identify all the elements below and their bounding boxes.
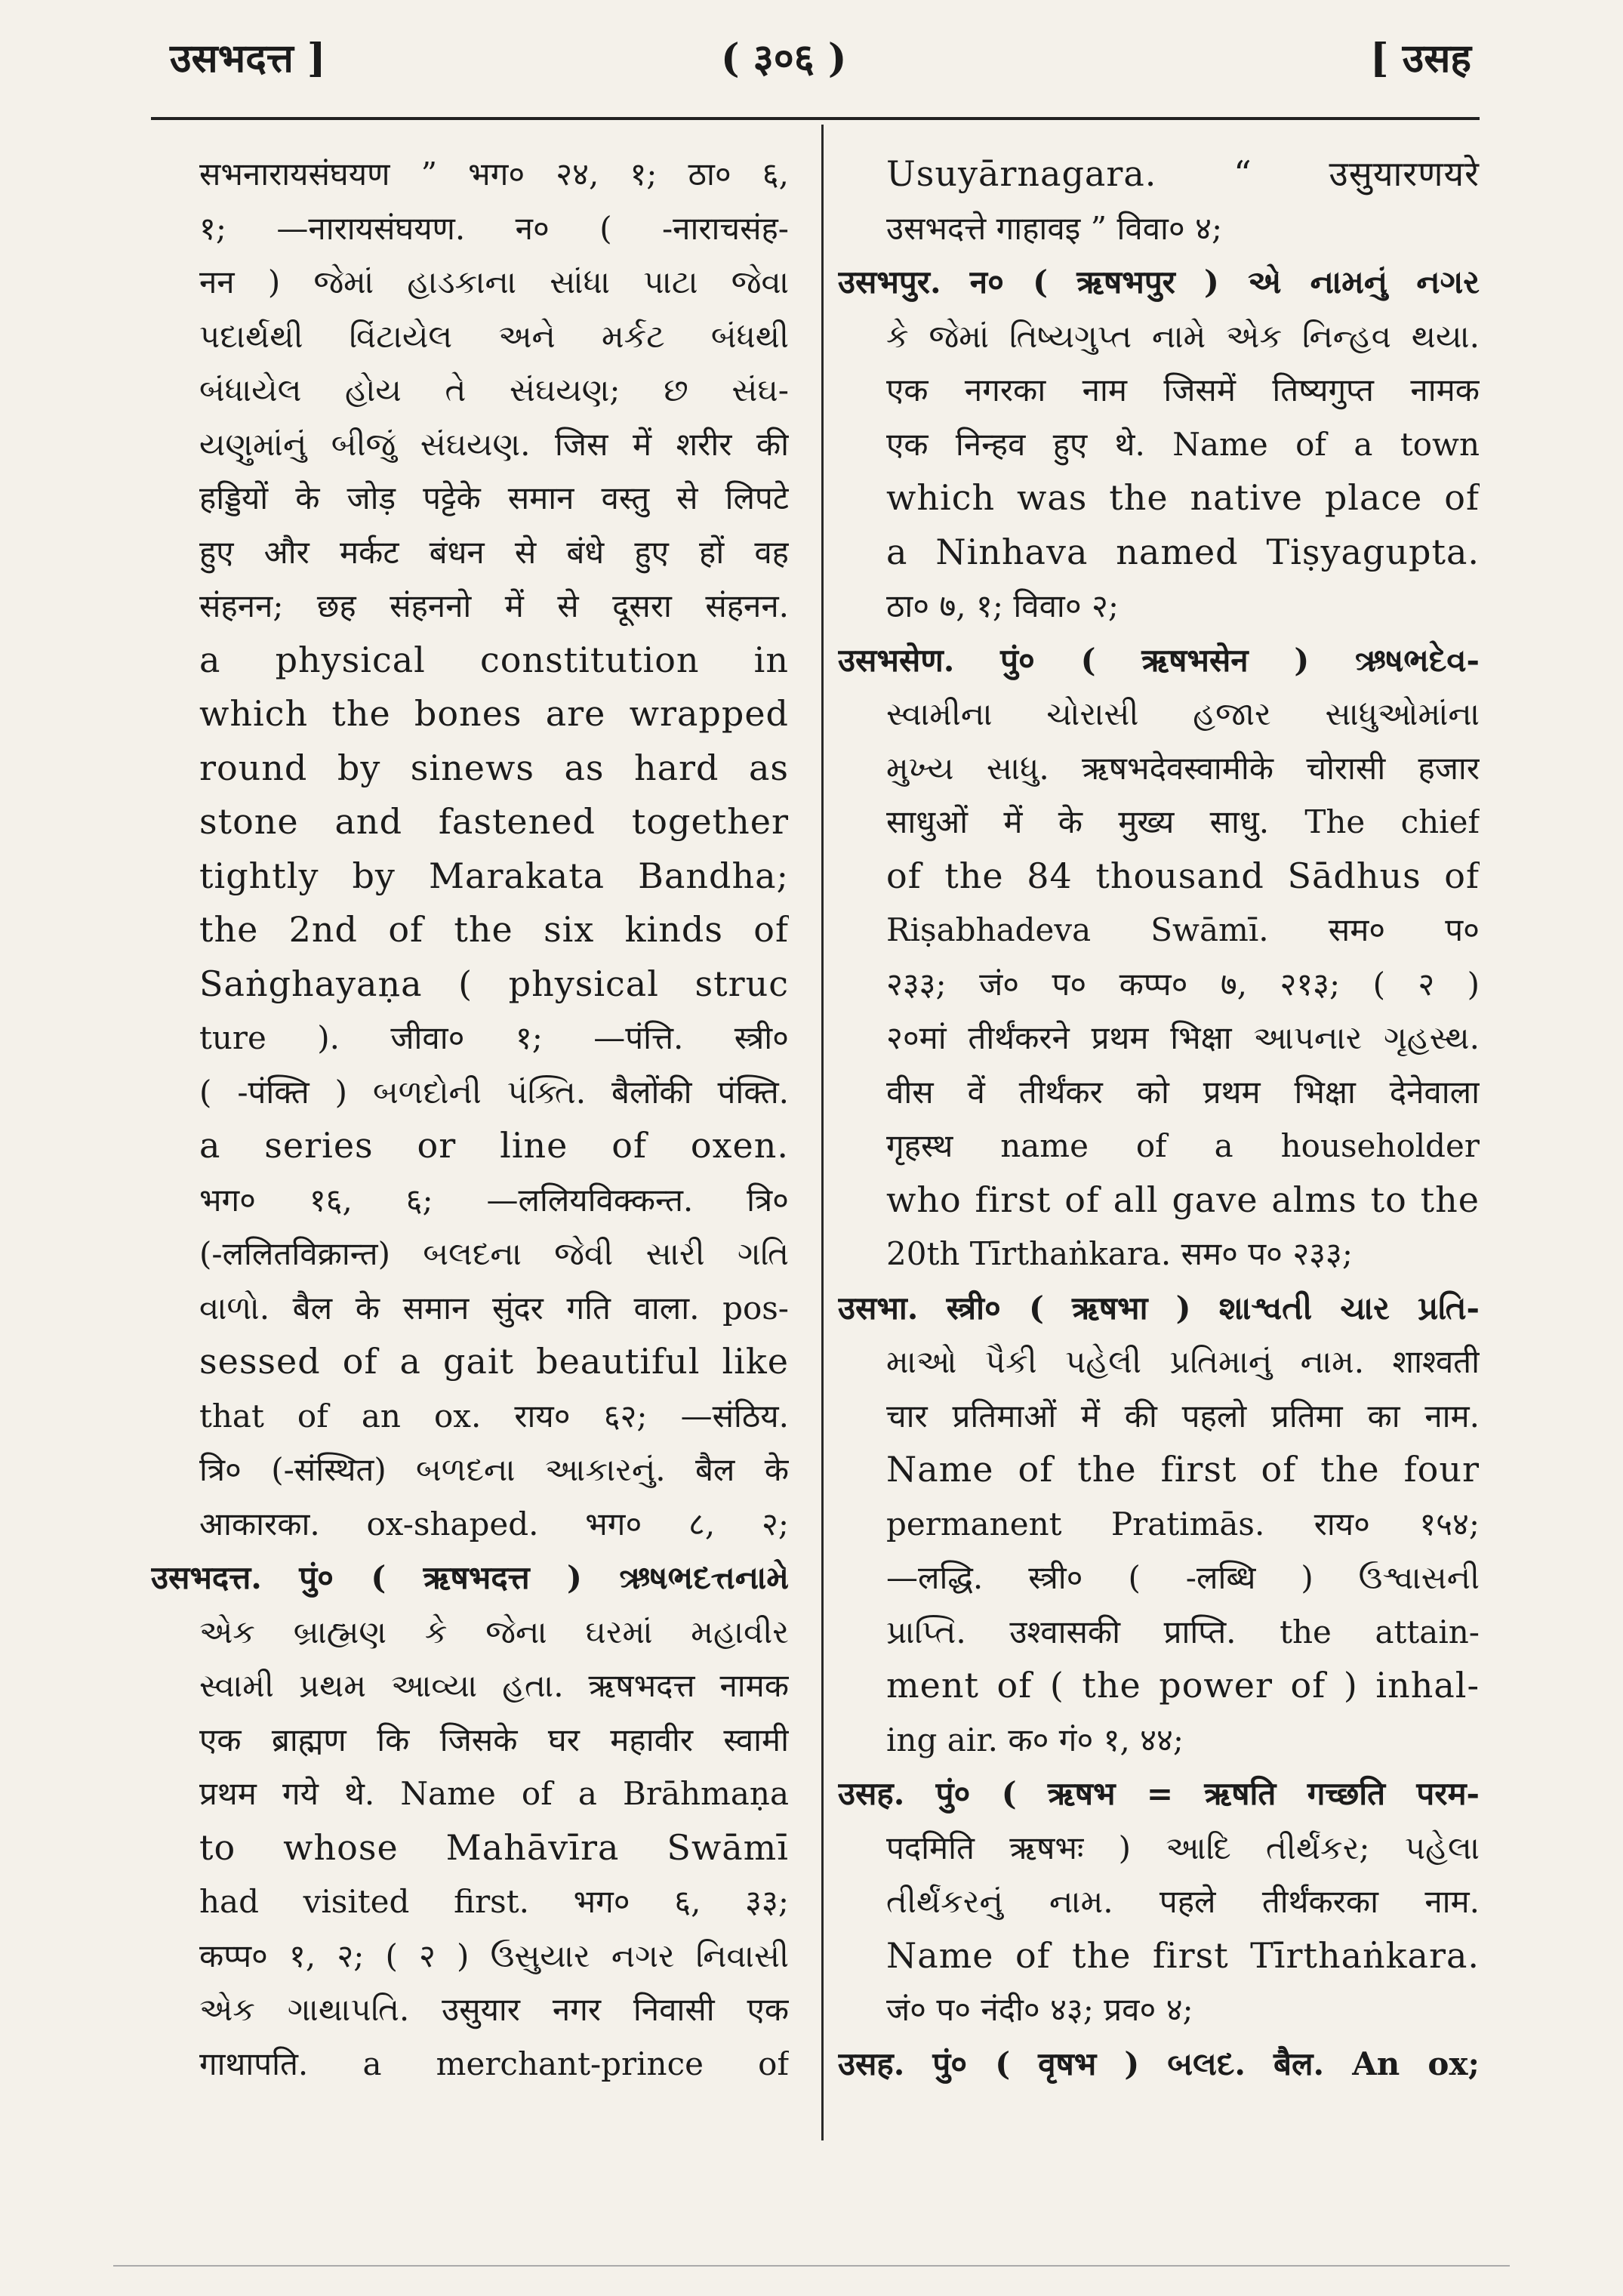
text-line: एक ब्राह्मण कि जिसके घर महावीर स्वामी (199, 1721, 789, 1758)
text-line: ( -पंक्ति ) બળદોની પંક્તિ. बैलोंकी पंक्ति. (199, 1073, 789, 1111)
text-line: नन ) જેમાં હાડકાના સાંધા પાટા જેવા (199, 264, 789, 300)
page-number: ( ३०६ ) (721, 35, 847, 82)
text-line: Usuyārnagara. “ उसुयारणयरे (886, 153, 1480, 194)
text-line: भग० १६, ६; —ललियविक्कन्त. त्रि० (199, 1181, 789, 1219)
header-rule (151, 117, 1480, 120)
text-line: आकारका. ox-shaped. भग० ८, २; (199, 1505, 789, 1542)
text-line: १; —नारायसंघयण. न० ( -नाराचसंह- (199, 209, 789, 247)
entry-headword-line: उसह. पुं० ( वृषभ ) બલદ. बैल. An ox; (838, 2045, 1480, 2082)
text-line: સ્વામી પ્રથમ આવ્યા હતા. ऋषभदत्त नामक (199, 1667, 789, 1704)
text-line: પ્રાપ્તિ. उश्वासकी प्राप्ति. the attain- (886, 1613, 1480, 1650)
text-line: મુખ્ય સાધુ. ऋषभदेवस्वामीके चोरासी हजार (886, 749, 1480, 787)
text-line: कप्प० १, २; ( २ ) ઉસુયાર નગર નિવાસી (199, 1937, 789, 1974)
text-line: उसभदत्ते गाहावइ ” विवा० ४; (886, 209, 1223, 247)
text-line: पदमिति ऋषभः ) આદિ તીર્થંકર; પહેલા (886, 1829, 1480, 1866)
text-line: which the bones are wrapped (199, 693, 789, 734)
text-line: permanent Pratimās. राय० १५४; (886, 1505, 1480, 1542)
text-line: सभनारायसंघयण ” भग० २४, १; ठा० ६, (199, 156, 789, 193)
text-line: કે જેમાં તિષ્યગુપ્ત નામે એક નિન્હવ થયા. (886, 317, 1480, 355)
text-line: गाथापति. a merchant-prince of (199, 2045, 789, 2082)
text-line: Name of the first of the four (886, 1449, 1480, 1490)
text-line: એક ગાથાપતિ. उसुयार नगर निवासी एक (199, 1991, 789, 2028)
text-line: માઓ પૈકી પહેલી પ્રતિમાનું નામ. शाश्वती (886, 1343, 1480, 1380)
left-column (151, 147, 789, 2156)
entry-headword-line: उसह. पुं० ( ऋषभ = ऋषति गच्छति परम- (838, 1775, 1480, 1812)
text-line: sessed of a gait beautiful like (199, 1341, 789, 1382)
text-line: સ્વામીના ચોરાસી હજાર સાધુઓમાંના (886, 695, 1480, 732)
page-header (0, 0, 1623, 128)
entry-headword-line: उसभसेण. पुं० ( ऋषभसेन ) ઋષભદેવ- (838, 641, 1480, 679)
text-line: which was the native place of (886, 477, 1480, 518)
text-line: a Ninhava named Tiṣyagupta. (886, 531, 1480, 572)
text-line: એક બ્રાહ્મણ કે જેના ઘરમાં મહાવીર (199, 1613, 789, 1650)
text-line: a physical constitution in (199, 639, 789, 680)
text-line: ing air. क० गं० १, ४४; (886, 1721, 1184, 1758)
text-line: બંધાયેલ હોય તે સંઘયણ; છ સંઘ- (199, 371, 789, 408)
text-line: 20th Tīrthaṅkara. सम० प० २३३; (886, 1235, 1353, 1272)
text-line: ture ). जीवा० १; —पंत्ति. स्त्री० (199, 1019, 789, 1056)
text-line: संहनन; छह संहननो में से दूसरा संहनन. (199, 587, 789, 624)
header-right-word: [ उसह (1370, 35, 1471, 82)
text-line: गृहस्थ name of a householder (886, 1127, 1480, 1164)
text-line: —लद्धि. स्त्री० ( -लब्धि ) ઉશ્વાસની (886, 1559, 1480, 1596)
text-line: Name of the first Tīrthaṅkara. (886, 1934, 1480, 1976)
text-line: त्रि० (-संस्थित) બળદના આકારનું. बैल के (199, 1451, 789, 1488)
text-line: ment of ( the power of ) inhal- (886, 1665, 1480, 1706)
column-divider (821, 125, 824, 2140)
text-line: the 2nd of the six kinds of (199, 909, 789, 950)
text-line: जं० प० नंदी० ४३; प्रव० ४; (886, 1991, 1193, 2028)
text-line: stone and fastened together (199, 801, 789, 842)
text-line: चार प्रतिमाओं में की पहलो प्रतिमा का नाम. (886, 1397, 1480, 1435)
text-line: to whose Mahāvīra Swāmī (199, 1826, 789, 1868)
text-line: tightly by Marakata Bandha; (199, 855, 789, 896)
text-line: had visited first. भग० ६, ३३; (199, 1883, 789, 1920)
text-line: वीस वें तीर्थंकर को प्रथम भिक्षा देनेवाला (886, 1073, 1480, 1111)
right-column (838, 147, 1480, 2156)
text-line: તીર્થંકરનું નામ. पहले तीर्थंकरका नाम. (886, 1883, 1480, 1920)
entry-headword-line: उसभपुर. न० ( ऋषभपुर ) એ નામનું નગર (838, 264, 1480, 300)
text-line: साधुओं में के मुख्य साधु. The chief (886, 803, 1480, 840)
text-line: Saṅghayaṇa ( physical struc (199, 963, 789, 1004)
text-line: हुए और मर्कट बंधन से बंधे हुए हों वह (199, 533, 789, 571)
text-line: યણુમાંનું બીજું સંઘયણ. जिस में शरीर की (199, 425, 789, 463)
header-left-word: उसभदत्त ] (170, 35, 326, 82)
text-line: २३३; जं० प० कप्प० ७, २१३; ( २ ) (886, 965, 1480, 1003)
text-line: २०मां तीर्थंकरने प्रथम भिक्षा આપનાર ગૃહસ્થ. (886, 1019, 1480, 1056)
text-line: a series or line of oxen. (199, 1125, 789, 1166)
text-line: प्रथम गये थे. Name of a Brāhmaṇa (199, 1775, 789, 1812)
text-line: एक निन्हव हुए थे. Name of a town (886, 425, 1480, 463)
text-line: of the 84 thousand Sādhus of (886, 855, 1480, 896)
text-line: round by sinews as hard as (199, 747, 789, 788)
entry-headword-line: उसभदत्त. पुं० ( ऋषभदत्त ) ઋષભદત્તનામે (151, 1559, 789, 1596)
text-line: हड्डियों के जोड़ पट्टेके समान वस्तु से लिपटे (199, 479, 789, 516)
text-line: who first of all gave alms to the (886, 1179, 1480, 1220)
text-line: વાળો. बैल के समान सुंदर गति वाला. pos- (199, 1289, 789, 1327)
text-line: Riṣabhadeva Swāmī. सम० प० (886, 911, 1480, 948)
text-line: that of an ox. राय० ६२; —संठिय. (199, 1397, 789, 1435)
text-line: પદાર્થથી વિંટાયેલ અને મર્કટ બંધથી (199, 317, 789, 355)
text-line: एक नगरका नाम जिसमें तिष्यगुप्त नामक (886, 371, 1480, 408)
entry-headword-line: उसभा. स्त्री० ( ऋषभा ) શાશ્વતી ચાર પ્રતિ- (838, 1289, 1480, 1327)
text-line: (-ललितविक्रान्त) બલદના જેવી સારી ગતિ (199, 1235, 789, 1272)
text-line: ठा० ७, १; विवा० २; (886, 587, 1119, 624)
bottom-rule (113, 2265, 1510, 2267)
